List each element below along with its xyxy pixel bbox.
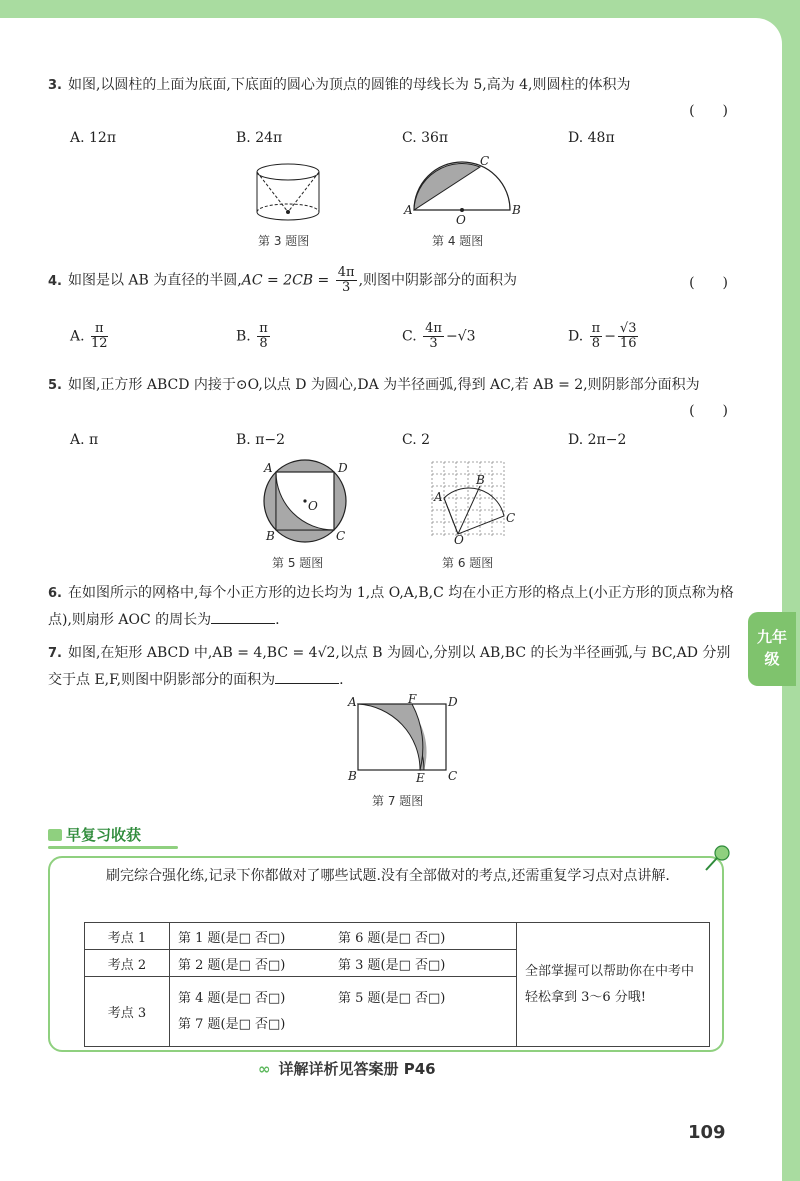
q4-option-a-fraction — [91, 322, 108, 351]
q4-option-a — [70, 322, 110, 351]
q5-label-b: B — [266, 529, 275, 543]
q3-figure-caption: 第 3 题图 — [258, 234, 310, 248]
q4-option-c-num: 4π — [425, 321, 442, 336]
question-4-number: 4. — [48, 273, 62, 289]
q4-option-b-num: π — [259, 321, 268, 336]
q4-semicircle-figure — [400, 154, 524, 226]
q7-label-a: A — [348, 695, 357, 709]
review-heading — [48, 824, 141, 848]
q4-option-d-den-1: 8 — [591, 336, 601, 351]
review-items-1 — [170, 923, 517, 950]
q7-figure-caption: 第 7 题图 — [372, 794, 424, 808]
q6-label-o: O — [454, 533, 464, 544]
q5-circle-square-figure — [256, 458, 352, 550]
review-point-1: 考点 1 — [85, 923, 170, 950]
q3-option-d: D. 48π — [568, 130, 615, 146]
link-icon: ∞ — [258, 1060, 271, 1078]
q4-option-d-label: D. — [568, 328, 584, 345]
question-4-fraction-denominator: 3 — [342, 280, 351, 295]
q4-option-a-label: A. — [70, 328, 85, 345]
review-item-q2[interactable]: 第 2 题(是□ 否□) — [178, 957, 286, 973]
question-7: 7. 如图,在矩形 ABCD 中,AB = 4,BC = 4√2,以点 B 为圆心,分别以 AB,BC 的长为半径画弧,与 BC,AD 分别交于点 E,F,则图中阴影部分的面积为 . — [48, 645, 731, 688]
question-4-fraction-numerator: 4π — [337, 265, 355, 280]
review-heading-text: 早复习收获 — [66, 826, 142, 844]
q5-label-o: O — [308, 499, 318, 513]
q7-label-f: F — [408, 694, 417, 706]
review-point-3: 考点 3 — [85, 977, 170, 1047]
question-7-text: 如图,在矩形 ABCD 中,AB = 4,BC = 4√2,以点 B 为圆心,分别以 AB,BC 的长为半径画弧,与 BC,AD 分别交于点 E,F,则图中阴影部分的面积为 — [48, 645, 731, 688]
q7-rectangle-figure — [344, 694, 460, 786]
q4-option-d-fraction-1 — [590, 322, 603, 351]
question-5-number: 5. — [48, 378, 62, 393]
review-note: 全部掌握可以帮助你在中考中轻松拿到 3～6 分哦! — [517, 923, 710, 1047]
q6-grid-figure — [424, 458, 524, 544]
review-row-1 — [85, 923, 710, 950]
review-item-q1[interactable]: 第 1 题(是□ 否□) — [178, 930, 286, 946]
review-table — [84, 922, 710, 1047]
question-7-number: 7. — [48, 646, 62, 661]
question-6-text: 在如图所示的网格中,每个小正方形的边长均为 1,点 O,A,B,C 均在小正方形的格点上(小正方形的顶点称为格点),则扇形 AOC 的周长为 — [48, 585, 734, 628]
review-intro: 刷完综合强化练,记录下你都做对了哪些试题.没有全部做对的考点,还需重复学习点对点讲解. — [106, 868, 670, 884]
q6-label-a: A — [434, 490, 443, 504]
q5-label-c: C — [336, 529, 346, 543]
q5-option-a: A. π — [70, 432, 99, 448]
question-3 — [48, 72, 738, 119]
question-4-text-pre: 如图是以 AB 为直径的半圆, — [67, 272, 242, 289]
q4-label-o: O — [456, 213, 466, 226]
q7-label-d: D — [448, 695, 458, 709]
review-item-q5[interactable]: 第 5 题(是□ 否□) — [338, 990, 446, 1006]
q4-option-c-label: C. — [402, 328, 417, 345]
review-item-q4[interactable]: 第 4 题(是□ 否□) — [178, 990, 286, 1006]
answer-reference — [258, 1058, 436, 1079]
grade-side-tab-label: 九年级 — [757, 628, 788, 668]
question-5-text: 如图,正方形 ABCD 内接于⊙O,以点 D 为圆心,DA 为半径画弧,得到 AC,若 AB = 2,则阴影部分面积为 — [67, 377, 700, 393]
review-heading-underline — [48, 846, 178, 849]
q4-figure-caption: 第 4 题图 — [432, 234, 484, 248]
question-4-text-post: ,则图中阴影部分的面积为 — [358, 272, 518, 289]
q4-option-d-minus: − — [604, 328, 616, 345]
gift-icon — [48, 829, 62, 841]
review-item-q6[interactable]: 第 6 题(是□ 否□) — [338, 930, 446, 946]
q4-option-a-num: π — [91, 322, 108, 337]
review-item-q7[interactable]: 第 7 题(是□ 否□) — [178, 1016, 286, 1032]
q4-option-d — [568, 322, 640, 351]
q4-option-b-fraction — [257, 322, 270, 351]
q4-option-a-den: 12 — [91, 336, 108, 351]
q7-label-e: E — [416, 771, 425, 785]
q4-label-b: B — [512, 203, 521, 217]
q4-option-b — [236, 322, 272, 351]
q5-label-d: D — [338, 461, 348, 475]
q7-label-c: C — [448, 769, 458, 783]
q3-option-a: A. 12π — [70, 130, 117, 146]
question-3-answer-paren: ( ) — [689, 103, 728, 119]
question-7-answer-blank[interactable] — [275, 669, 339, 684]
page-number: 109 — [688, 1122, 726, 1143]
q5-option-b: B. π−2 — [236, 432, 286, 448]
question-6: 6. 在如图所示的网格中,每个小正方形的边长均为 1,点 O,A,B,C 均在小正方形的格点上(小正方形的顶点称为格点),则扇形 AOC 的周长为 . — [48, 585, 734, 628]
q5-figure-caption: 第 5 题图 — [272, 556, 324, 570]
q4-option-d-num-2: √3 — [619, 321, 637, 336]
review-point-2: 考点 2 — [85, 950, 170, 977]
question-4-arc-equation: AC = 2CB = — [241, 272, 334, 289]
q4-option-c-fraction — [423, 322, 444, 351]
q4-option-d-num-1: π — [591, 321, 601, 336]
question-4-fraction — [336, 266, 357, 295]
q4-option-b-label: B. — [236, 328, 251, 345]
q6-label-c: C — [506, 511, 516, 525]
question-5 — [48, 372, 738, 419]
q6-label-b: B — [476, 473, 485, 487]
q6-figure-caption: 第 6 题图 — [442, 556, 494, 570]
question-4 — [48, 266, 738, 295]
review-item-q3[interactable]: 第 3 题(是□ 否□) — [338, 957, 446, 973]
q5-option-c: C. 2 — [402, 432, 431, 448]
q5-option-d: D. 2π−2 — [568, 432, 627, 448]
q3-option-b: B. 24π — [236, 130, 283, 146]
question-6-answer-blank[interactable] — [211, 609, 275, 624]
question-3-number: 3. — [48, 78, 62, 93]
review-items-3 — [170, 977, 517, 1047]
question-5-answer-paren: ( ) — [689, 403, 728, 419]
grade-side-tab — [748, 612, 796, 686]
q7-label-b: B — [348, 769, 357, 783]
question-3-text: 如图,以圆柱的上面为底面,下底面的圆心为顶点的圆锥的母线长为 5,高为 4,则圆柱的体积为 — [67, 77, 631, 93]
q3-cylinder-figure — [252, 158, 328, 228]
answer-reference-text: 详解详析见答案册 P46 — [278, 1060, 436, 1078]
q4-label-a: A — [404, 203, 413, 217]
q4-option-c-den: 3 — [429, 336, 438, 351]
q3-option-c: C. 36π — [402, 130, 449, 146]
q4-option-b-den: 8 — [259, 336, 268, 351]
q4-option-d-fraction-2 — [618, 322, 639, 351]
question-6-number: 6. — [48, 586, 62, 601]
q4-option-c-tail: −√3 — [445, 328, 476, 345]
q4-option-d-den-2: 16 — [619, 336, 637, 351]
review-items-2 — [170, 950, 517, 977]
q4-option-c — [402, 322, 476, 351]
question-4-answer-paren: ( ) — [689, 275, 728, 291]
q4-label-c: C — [480, 154, 490, 168]
q5-label-a: A — [264, 461, 273, 475]
